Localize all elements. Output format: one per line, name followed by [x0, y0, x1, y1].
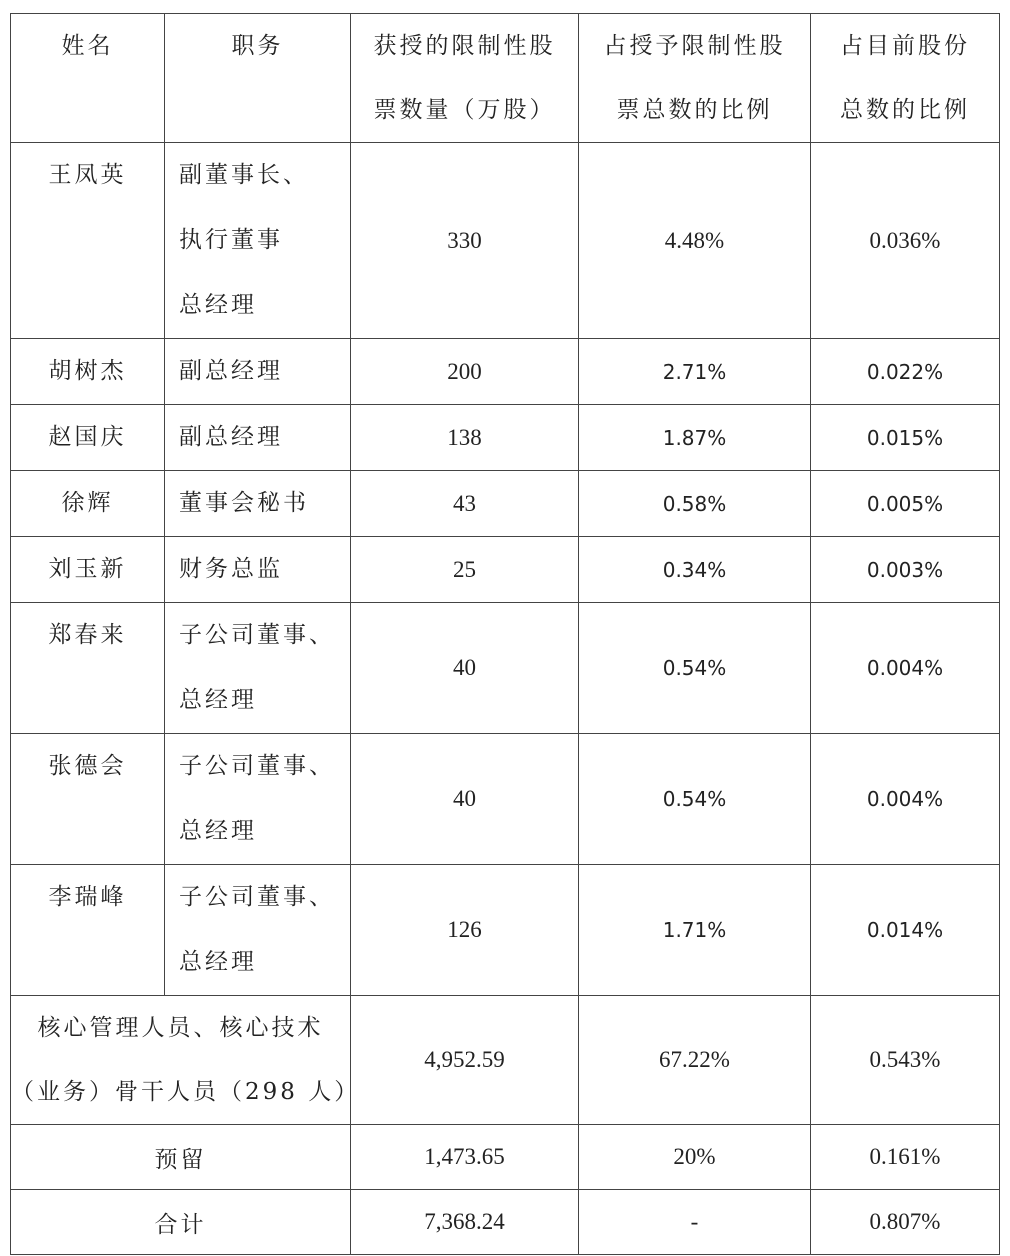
person-position: 副总经理 — [165, 405, 351, 471]
person-position: 副总经理 — [165, 339, 351, 405]
total-label: 合计 — [11, 1190, 351, 1255]
grant-quantity: 200 — [351, 339, 579, 405]
grant-quantity: 25 — [351, 537, 579, 603]
ratio-of-total-shares: 0.003% — [811, 537, 1000, 603]
header-ratio-total: 占目前股份 总数的比例 — [811, 14, 1000, 143]
ratio-of-total-shares: 0.022% — [811, 339, 1000, 405]
grant-quantity: 126 — [351, 865, 579, 996]
ratio-of-total-shares: 0.543% — [811, 996, 1000, 1125]
table-header-row — [11, 14, 1000, 143]
ratio-of-total-shares: 0.161% — [811, 1125, 1000, 1190]
grant-quantity: 330 — [351, 143, 579, 339]
ratio-of-grant: 0.58% — [579, 471, 811, 537]
reserved-row — [11, 1125, 1000, 1190]
ratio-of-total-shares: 0.014% — [811, 865, 1000, 996]
table-row — [11, 471, 1000, 537]
ratio-of-grant: 4.48% — [579, 143, 811, 339]
ratio-of-grant: 0.54% — [579, 734, 811, 865]
ratio-of-grant: 1.71% — [579, 865, 811, 996]
grant-quantity: 40 — [351, 603, 579, 734]
ratio-of-total-shares: 0.036% — [811, 143, 1000, 339]
core-group-label: 核心管理人员、核心技术 （业务）骨干人员（298 人） — [11, 996, 351, 1125]
grant-quantity: 43 — [351, 471, 579, 537]
grant-quantity: 7,368.24 — [351, 1190, 579, 1255]
table-row — [11, 405, 1000, 471]
ratio-of-total-shares: 0.015% — [811, 405, 1000, 471]
ratio-of-total-shares: 0.004% — [811, 603, 1000, 734]
grant-quantity: 138 — [351, 405, 579, 471]
table-row — [11, 537, 1000, 603]
grant-quantity: 1,473.65 — [351, 1125, 579, 1190]
header-quantity: 获授的限制性股 票数量（万股） — [351, 14, 579, 143]
ratio-of-grant: 20% — [579, 1125, 811, 1190]
ratio-of-grant: 2.71% — [579, 339, 811, 405]
ratio-of-grant: 0.34% — [579, 537, 811, 603]
ratio-of-grant: 1.87% — [579, 405, 811, 471]
ratio-of-total-shares: 0.004% — [811, 734, 1000, 865]
person-name: 赵国庆 — [11, 405, 165, 471]
person-name: 徐辉 — [11, 471, 165, 537]
person-name: 王凤英 — [11, 143, 165, 339]
person-position: 子公司董事、 总经理 — [165, 734, 351, 865]
header-name: 姓名 — [11, 14, 165, 143]
person-name: 胡树杰 — [11, 339, 165, 405]
person-position: 财务总监 — [165, 537, 351, 603]
header-ratio-grant: 占授予限制性股 票总数的比例 — [579, 14, 811, 143]
person-position: 董事会秘书 — [165, 471, 351, 537]
grant-quantity: 4,952.59 — [351, 996, 579, 1125]
total-row — [11, 1190, 1000, 1255]
core-group-row — [11, 996, 1000, 1125]
reserved-label: 预留 — [11, 1125, 351, 1190]
ratio-of-grant: 67.22% — [579, 996, 811, 1125]
person-position: 副董事长、 执行董事 总经理 — [165, 143, 351, 339]
ratio-of-grant: - — [579, 1190, 811, 1255]
person-position: 子公司董事、 总经理 — [165, 603, 351, 734]
table-row — [11, 603, 1000, 734]
person-name: 郑春来 — [11, 603, 165, 734]
ratio-of-total-shares: 0.807% — [811, 1190, 1000, 1255]
person-position: 子公司董事、 总经理 — [165, 865, 351, 996]
ratio-of-total-shares: 0.005% — [811, 471, 1000, 537]
restricted-stock-allocation-table — [10, 13, 1000, 1255]
person-name: 张德会 — [11, 734, 165, 865]
person-name: 李瑞峰 — [11, 865, 165, 996]
ratio-of-grant: 0.54% — [579, 603, 811, 734]
header-position: 职务 — [165, 14, 351, 143]
table-row — [11, 339, 1000, 405]
table-row — [11, 143, 1000, 339]
table-row — [11, 865, 1000, 996]
table-row — [11, 734, 1000, 865]
grant-quantity: 40 — [351, 734, 579, 865]
person-name: 刘玉新 — [11, 537, 165, 603]
